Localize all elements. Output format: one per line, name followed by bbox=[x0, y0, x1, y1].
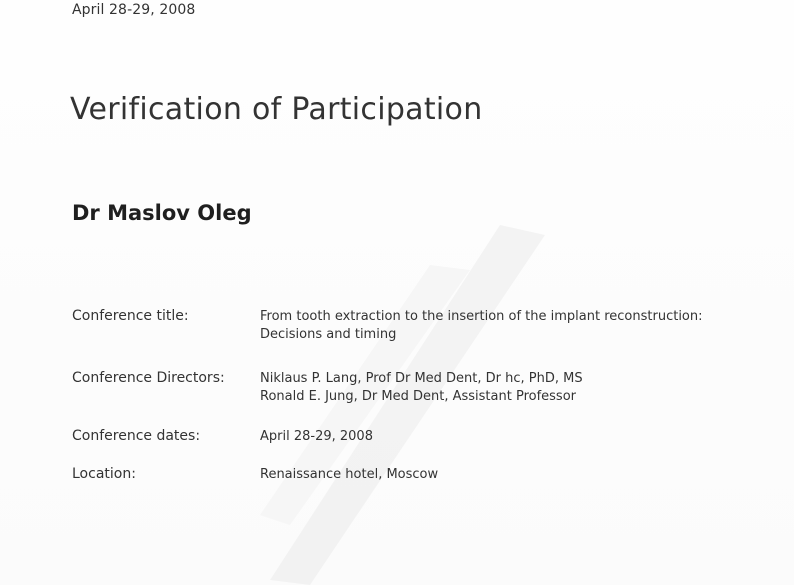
conference-title-value bbox=[260, 308, 752, 344]
conference-directors-row bbox=[72, 370, 752, 428]
location-value bbox=[260, 466, 752, 484]
conference-directors-value bbox=[260, 370, 752, 406]
conference-title-label: Conference title: bbox=[72, 308, 189, 324]
participant-name: Dr Maslov Oleg bbox=[72, 201, 252, 225]
director-line: Ronald E. Jung, Dr Med Dent, Assistant Professor bbox=[260, 389, 577, 404]
conference-dates-row bbox=[72, 428, 752, 466]
conference-title-line: Decisions and timing bbox=[260, 327, 397, 342]
conference-title-row bbox=[72, 308, 752, 370]
conference-details bbox=[72, 308, 752, 496]
conference-directors-label: Conference Directors: bbox=[72, 370, 225, 386]
conference-dates-value bbox=[260, 428, 752, 446]
director-line: Niklaus P. Lang, Prof Dr Med Dent, Dr hc, PhD, MS bbox=[260, 371, 583, 386]
header-date: April 28-29, 2008 bbox=[72, 2, 196, 18]
location-row bbox=[72, 466, 752, 496]
document-title: Verification of Participation bbox=[70, 92, 483, 127]
conference-dates-text: April 28-29, 2008 bbox=[260, 429, 373, 444]
conference-title-line: From tooth extraction to the insertion of the implant reconstruction: bbox=[260, 309, 703, 324]
location-label: Location: bbox=[72, 466, 136, 482]
location-text: Renaissance hotel, Moscow bbox=[260, 467, 439, 482]
conference-dates-label: Conference dates: bbox=[72, 428, 201, 444]
